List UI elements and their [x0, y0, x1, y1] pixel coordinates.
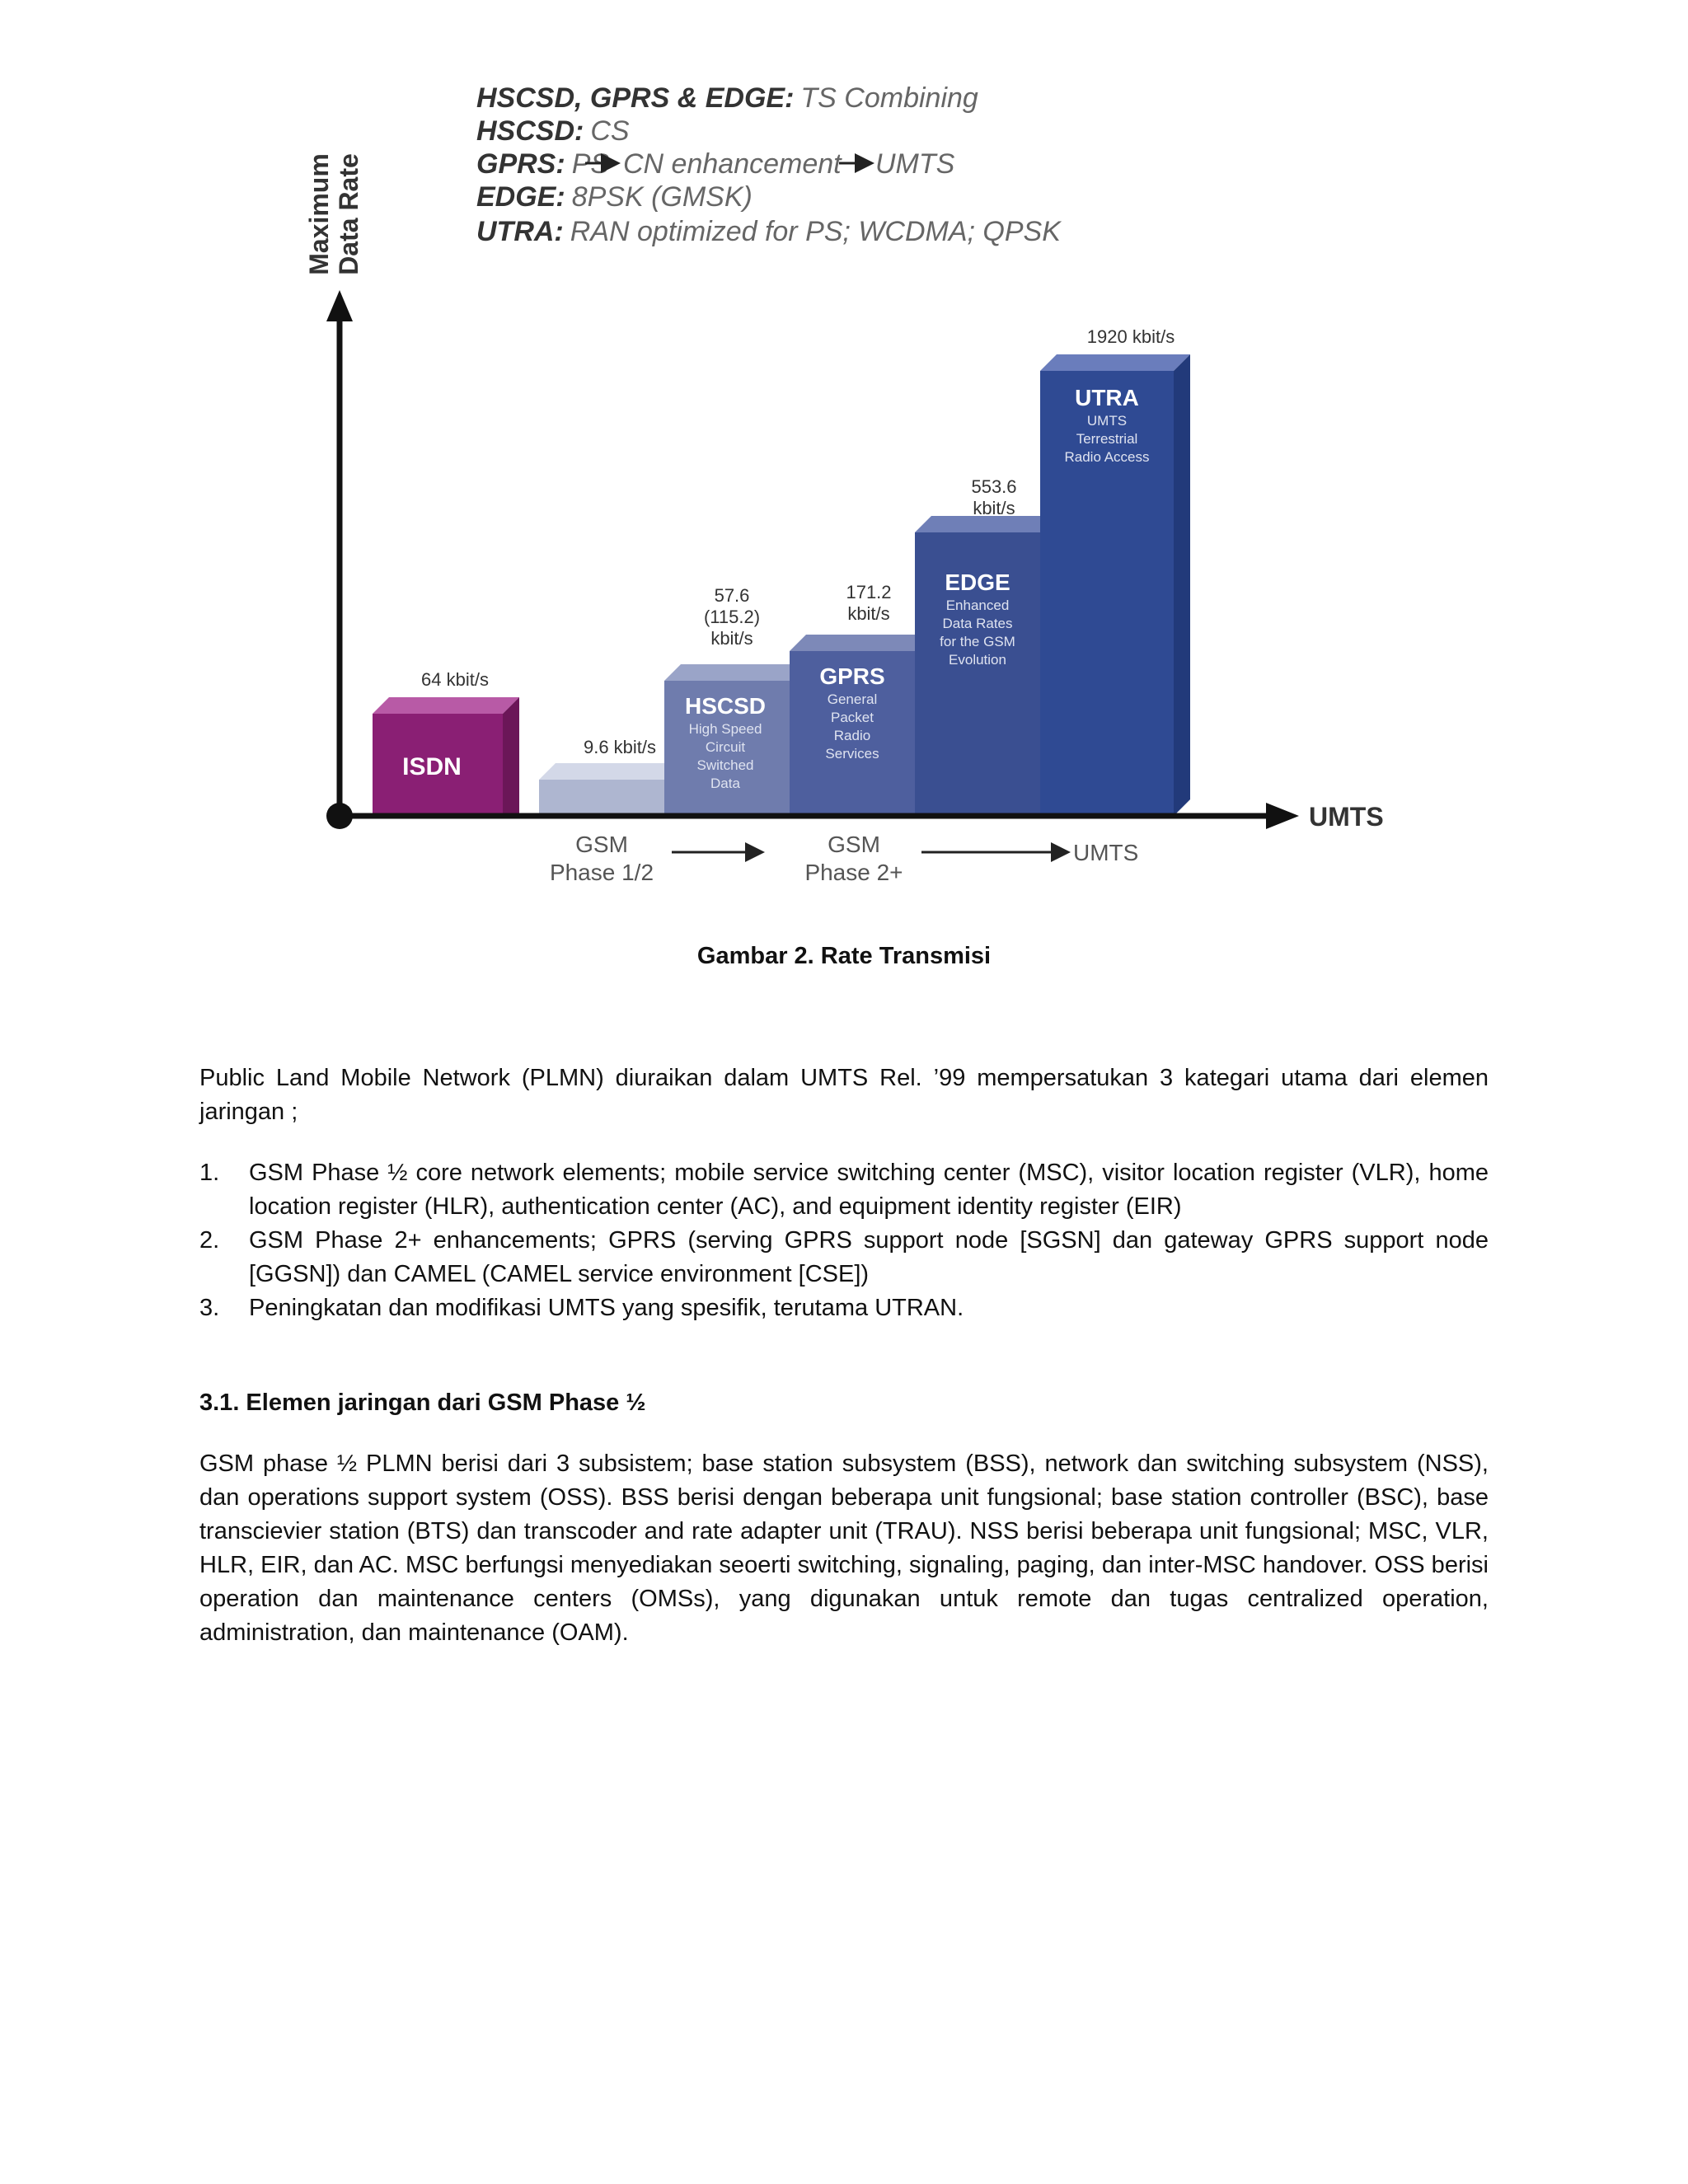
bar-hscsd-rate: 57.6	[714, 585, 750, 606]
bar-isdn-rate: 64 kbit/s	[421, 669, 489, 690]
x-axis-arrowhead	[1266, 803, 1299, 829]
bar-gsm-rate: 9.6 kbit/s	[583, 737, 657, 757]
legend-line-3: GPRS: PS	[476, 148, 610, 180]
legend-line-3c: UMTS	[875, 148, 955, 180]
svg-text:(115.2): (115.2)	[703, 607, 761, 627]
bar-edge-name: EDGE	[945, 569, 1010, 595]
svg-text:Data Rates: Data Rates	[942, 616, 1013, 631]
phase-2-label: GSM	[828, 832, 880, 857]
svg-text:Radio Access: Radio Access	[1064, 449, 1150, 465]
svg-text:kbit/s: kbit/s	[710, 628, 753, 649]
list-item-number: 2.	[199, 1227, 220, 1254]
svg-text:Circuit: Circuit	[705, 739, 746, 755]
bar-isdn	[373, 669, 519, 816]
svg-text:Data Rate: Data Rate	[334, 153, 363, 275]
document-body	[199, 1062, 1489, 1650]
bar-utra-rate: 1920 kbit/s	[1086, 326, 1175, 347]
bar-hscsd-name: HSCSD	[684, 693, 767, 719]
legend-line-3b: CN enhancement	[623, 148, 842, 180]
svg-text:Terrestrial: Terrestrial	[1076, 431, 1138, 447]
bar-utra-name: UTRA	[1075, 385, 1139, 410]
transmission-rate-figure	[297, 74, 1418, 907]
list-item-number: 3.	[199, 1295, 220, 1321]
phase-labels	[550, 832, 1138, 885]
list-item	[199, 1224, 1489, 1291]
svg-text:Radio: Radio	[833, 728, 871, 743]
svg-text:High Speed: High Speed	[688, 721, 762, 737]
svg-text:Packet: Packet	[831, 710, 874, 725]
intro-paragraph: Public Land Mobile Network (PLMN) diuraikan dalam UMTS Rel. ’99 mempersatukan 3 kategari utama dari elemen jaringan ;	[199, 1065, 1489, 1125]
legend-line-2: HSCSD: CS	[476, 115, 630, 147]
y-axis-arrowhead	[326, 290, 353, 321]
bar-utra	[1040, 326, 1190, 816]
x-axis-label: UMTS	[1309, 802, 1384, 832]
list-item	[199, 1156, 1489, 1224]
svg-text:Enhanced: Enhanced	[945, 598, 1010, 613]
bar-gsm	[539, 737, 681, 816]
list-item-text: GSM Phase ½ core network elements; mobile service switching center (MSC), visitor location register (VLR), home location register (HLR), authentication center (AC), and equipment identity register (EIR)	[249, 1160, 1489, 1220]
figure-legend	[476, 82, 1062, 247]
list-item	[199, 1291, 1489, 1325]
list-item-number: 1.	[199, 1160, 220, 1186]
svg-text:for the GSM: for the GSM	[940, 634, 1015, 649]
bar-edge	[915, 476, 1057, 816]
legend-line-4: EDGE: 8PSK (GMSK)	[476, 181, 753, 213]
legend-line-1: HSCSD, GPRS & EDGE: TS Combining	[476, 82, 978, 114]
bar-isdn-name: ISDN	[402, 753, 462, 780]
section-heading: 3.1. Elemen jaringan dari GSM Phase ½	[199, 1390, 646, 1416]
svg-text:kbit/s: kbit/s	[973, 498, 1015, 518]
phase-1-label: GSM	[575, 832, 628, 857]
svg-text:General: General	[827, 691, 878, 707]
list-item-text: GSM Phase 2+ enhancements; GPRS (serving GPRS support node [SGSN] dan gateway GPRS support node [GGSN]) dan CAMEL (CAMEL service environment [CSE])	[249, 1227, 1489, 1287]
svg-text:Data: Data	[710, 776, 740, 791]
svg-text:Services: Services	[825, 746, 879, 762]
bar-gprs	[790, 582, 931, 816]
bar-gprs-rate: 171.2	[846, 582, 892, 602]
element-category-list	[199, 1156, 1489, 1325]
svg-text:UMTS: UMTS	[1086, 413, 1128, 429]
svg-text:Evolution: Evolution	[949, 652, 1006, 668]
section-paragraph: GSM phase ½ PLMN berisi dari 3 subsistem; base station subsystem (BSS), network dan switching subsystem (NSS), dan operations support system (OSS). BSS berisi dengan beberapa unit fungsional; base station controller (BSC), base transcievier station (BTS) dan transcoder and rate adapter unit (TRAU). NSS berisi beberapa unit fungsional; MSC, VLR, HLR, EIR, dan AC. MSC berfungsi menyediakan seoerti switching, signaling, paging, dan inter-MSC handover. OSS berisi operation dan maintenance centers (OMSs), yang digunakan untuk remote dan tugas centralized operation, administration, dan maintenance (OAM).	[199, 1451, 1489, 1646]
bar-edge-rate: 553.6	[971, 476, 1017, 497]
figure-caption: Gambar 2. Rate Transmisi	[696, 943, 992, 969]
axis-origin-dot	[326, 803, 353, 829]
svg-text:Switched: Switched	[696, 757, 754, 773]
phase-1-sub: Phase 1/2	[549, 860, 654, 885]
legend-line-5: UTRA: RAN optimized for PS; WCDMA; QPSK	[476, 216, 1061, 247]
figure-canvas	[297, 74, 1418, 907]
svg-text:kbit/s: kbit/s	[847, 603, 890, 624]
phase-3-label: UMTS	[1073, 840, 1139, 865]
svg-text:Maximum: Maximum	[304, 153, 334, 275]
list-item-text: Peningkatan dan modifikasi UMTS yang spesifik, terutama UTRAN.	[249, 1295, 964, 1321]
y-axis-label	[304, 153, 363, 275]
phase-2-sub: Phase 2+	[804, 860, 903, 885]
bar-gprs-name: GPRS	[819, 663, 885, 689]
bar-hscsd	[664, 585, 806, 816]
